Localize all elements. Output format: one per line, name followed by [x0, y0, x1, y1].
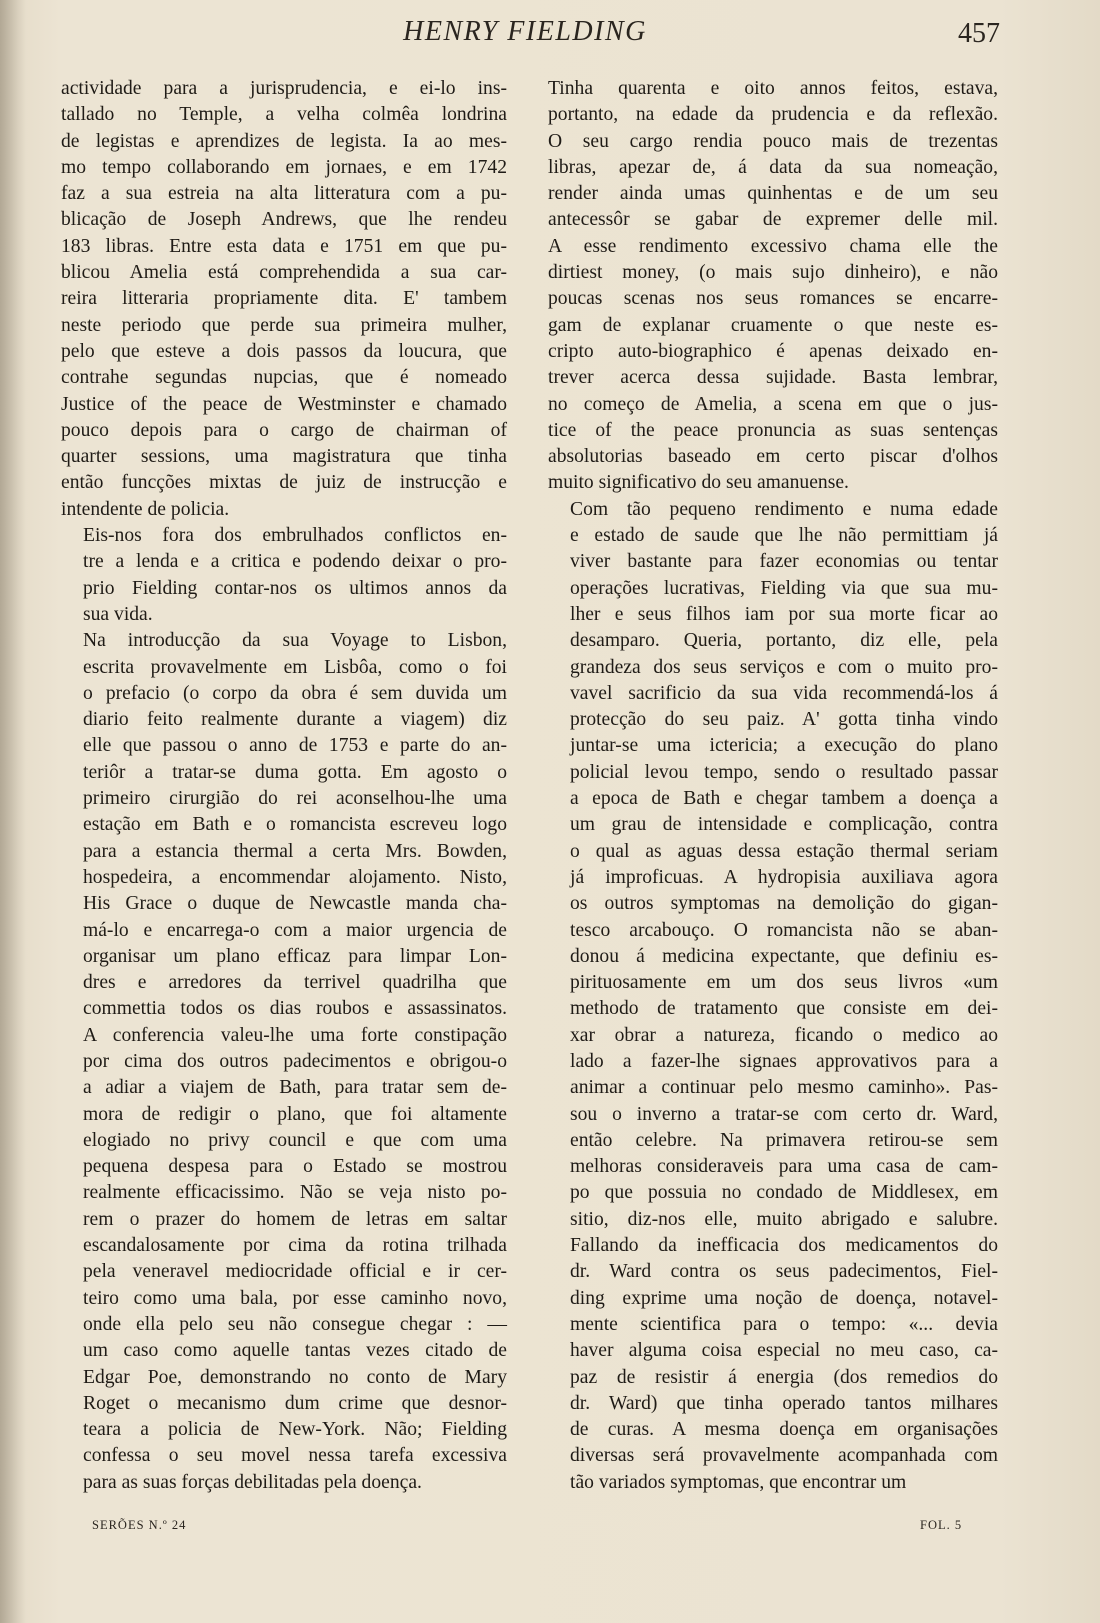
- text-line: teriôr a tratar-se duma gotta. Em agosto o: [83, 761, 507, 783]
- text-line: policial levou tempo, sendo o resultado passar: [570, 761, 998, 783]
- text-line: haver alguma coisa especial no meu caso, ca-: [570, 1340, 998, 1362]
- text-line: poucas scenas nos seus romances se encarre-: [548, 288, 998, 310]
- text-line: actividade para a jurisprudencia, e ei-lo ins-: [61, 78, 507, 99]
- text-line: paz de resistir á energia (dos remedios do: [570, 1366, 998, 1388]
- text-line: mo tempo collaborando em jornaes, e em 1742: [61, 156, 507, 178]
- text-line: tice of the peace pronuncia as suas sentenças: [548, 419, 998, 441]
- text-line: vavel sacrificio da sua vida recommendá-los á: [570, 682, 998, 704]
- text-line: primeiro cirurgião do rei aconselhou-lhe uma: [83, 788, 507, 810]
- text-line: quarter sessions, uma magistratura que tinha: [61, 446, 507, 468]
- text-line: elle que passou o anno de 1753 e parte do an-: [83, 735, 507, 757]
- text-line: tão variados symptomas, que encontrar um: [570, 1471, 907, 1493]
- text-line: no começo de Amelia, a scena em que o jus-: [548, 393, 998, 415]
- text-line: protecção do seu paiz. A' gotta tinha vindo: [570, 709, 998, 731]
- text-line: confessa o seu movel nessa tarefa excessiva: [83, 1445, 507, 1467]
- text-line: hospedeira, a encommendar alojamento. Nisto,: [83, 866, 507, 888]
- page-number: 457: [958, 18, 1000, 49]
- text-line: sua vida.: [83, 603, 153, 625]
- text-line: grandeza dos seus serviços e com o muito pro-: [570, 656, 998, 678]
- text-line: tesco arcabouço. O romancista não se aban-: [570, 919, 998, 941]
- text-line: onde ella pelo seu não consegue chegar : —: [83, 1313, 507, 1335]
- text-line: O seu cargo rendia pouco mais de trezentas: [548, 130, 998, 152]
- text-line: Justice of the peace de Westminster e chamado: [61, 393, 507, 415]
- text-line: rem o prazer do homem de letras em saltar: [83, 1208, 507, 1230]
- text-line: contrahe segundas nupcias, que é nomeado: [61, 367, 507, 389]
- text-line: intendente de policia.: [61, 498, 230, 520]
- text-line: Tinha quarenta e oito annos feitos, estava,: [548, 78, 998, 99]
- text-line: mora de redigir o plano, que foi altamente: [83, 1103, 507, 1125]
- text-line: Na introducção da sua Voyage to Lisbon,: [83, 630, 507, 652]
- text-line: pela veneravel mediocridade official e ir cer-: [83, 1261, 507, 1283]
- text-line: libras, apezar de, á data da sua nomeação,: [548, 156, 998, 178]
- text-line: o prefacio (o corpo da obra é sem duvida um: [83, 682, 507, 704]
- text-line: gam de explanar cruamente o que neste es-: [548, 314, 998, 336]
- text-line: mente scientifica para o tempo: «... devia: [570, 1313, 998, 1335]
- text-line: antecessôr se gabar de expremer delle mil.: [548, 209, 998, 231]
- folio-mark: FOL. 5: [920, 1518, 963, 1532]
- text-line: elogiado no privy council e que com uma: [83, 1129, 507, 1151]
- text-line: um caso como aquelle tantas vezes citado de: [83, 1340, 507, 1362]
- text-line: dres e arredores da terrivel quadrilha que: [83, 972, 507, 994]
- text-line: diario feito realmente durante a viagem) diz: [83, 709, 507, 731]
- text-line: dr. Ward contra os seus padecimentos, Fiel-: [570, 1261, 998, 1283]
- text-line: render ainda umas quinhentas e de um seu: [548, 183, 998, 205]
- text-line: methodo de tratamento que consiste em dei-: [570, 998, 998, 1020]
- right-paragraph-2: [548, 497, 998, 1496]
- text-line: por cima dos outros padecimentos e obrigou-o: [83, 1050, 507, 1072]
- text-line: animar a continuar pelo mesmo caminho». Pas-: [570, 1077, 998, 1099]
- text-line: Com tão pequeno rendimento e numa edade: [570, 498, 998, 520]
- text-line: po que possuia no condado de Middlesex, em: [570, 1182, 998, 1204]
- text-line: neste periodo que perde sua primeira mulher,: [61, 314, 507, 336]
- printer-signature: SERÕES N.º 24: [92, 1518, 187, 1532]
- text-line: ding exprime uma noção de doença, notavel-: [570, 1287, 998, 1309]
- text-line: então celebre. Na primavera retirou-se sem: [570, 1129, 998, 1151]
- right-column: [548, 76, 998, 1496]
- text-line: os outros symptomas na demolição do gigan-: [570, 893, 998, 915]
- text-line: lher e seus filhos iam por sua morte ficar ao: [570, 603, 998, 625]
- text-line: o qual as aguas dessa estação thermal seriam: [570, 840, 998, 862]
- text-line: pirituosamente em um dos seus livros «um: [570, 972, 998, 994]
- text-line: teara a policia de New-York. Não; Fielding: [83, 1419, 507, 1441]
- text-line: um grau de intensidade e complicação, contra: [570, 814, 998, 836]
- text-line: realmente efficacissimo. Não se veja nisto po-: [83, 1182, 507, 1204]
- text-line: de curas. A mesma doença em organisações: [570, 1419, 998, 1441]
- text-line: A esse rendimento excessivo chama elle the: [548, 235, 998, 257]
- text-line: a adiar a viajem de Bath, para tratar sem de-: [83, 1077, 507, 1099]
- text-line: diversas será provavelmente acompanhada com: [570, 1445, 998, 1467]
- text-line: commettia todos os dias roubos e assassinatos.: [83, 998, 507, 1020]
- text-line: já improficuas. A hydropisia auxiliava agora: [570, 866, 998, 888]
- running-head: HENRY FIELDING: [403, 16, 647, 47]
- text-line: reira litteraria propriamente dita. E' tambem: [61, 288, 507, 310]
- text-line: trever acerca dessa sujidade. Basta lembrar,: [548, 367, 998, 389]
- left-paragraph-2: [61, 523, 507, 628]
- text-line: tre a lenda e a critica e podendo deixar o pro-: [83, 551, 507, 573]
- text-line: A conferencia valeu-lhe uma forte constipação: [83, 1024, 507, 1046]
- right-paragraph-1: [548, 76, 998, 497]
- text-line: tallado no Temple, a velha colmêa londrina: [61, 104, 507, 126]
- left-paragraph-1: [61, 76, 507, 523]
- text-line: 183 libras. Entre esta data e 1751 em que pu-: [61, 235, 507, 257]
- text-line: a epoca de Bath e chegar tambem a doença a: [570, 788, 998, 810]
- text-line: xar obrar a natureza, ficando o medico ao: [570, 1024, 998, 1046]
- text-line: faz a sua estreia na alta litteratura com a pu-: [61, 183, 507, 205]
- text-line: cripto auto-biographico é apenas deixado en-: [548, 340, 998, 362]
- text-line: juntar-se uma ictericia; a execução do plano: [570, 735, 998, 757]
- text-line: blicação de Joseph Andrews, que lhe rendeu: [61, 209, 507, 231]
- text-line: operações lucrativas, Fielding via que sua mu-: [570, 577, 998, 599]
- text-line: para as suas forças debilitadas pela doença.: [83, 1471, 422, 1493]
- text-line: pelo que esteve a dois passos da loucura, que: [61, 340, 507, 362]
- text-line: viver bastante para fazer economias ou tentar: [570, 551, 998, 573]
- text-line: Fallando da inefficacia dos medicamentos do: [570, 1235, 998, 1257]
- text-line: dr. Ward) que tinha operado tantos milhares: [570, 1392, 998, 1414]
- text-line: Eis-nos fora dos embrulhados conflictos en-: [83, 525, 507, 547]
- page-header: [0, 14, 1100, 54]
- text-line: absolutorias baseado em certo piscar d'olhos: [548, 446, 998, 468]
- text-line: para a estancia thermal a certa Mrs. Bowden,: [83, 840, 507, 862]
- text-line: prio Fielding contar-nos os ultimos annos da: [83, 577, 507, 599]
- text-line: estação em Bath e o romancista escreveu logo: [83, 814, 507, 836]
- text-line: sitio, diz-nos elle, muito abrigado e salubre.: [570, 1208, 998, 1230]
- text-line: escandalosamente por cima da rotina trilhada: [83, 1235, 507, 1257]
- text-line: desamparo. Queria, portanto, diz elle, pela: [570, 630, 998, 652]
- left-paragraph-3: [61, 628, 507, 1496]
- text-line: His Grace o duque de Newcastle manda cha-: [83, 893, 507, 915]
- text-line: escrita provavelmente em Lisbôa, como o foi: [83, 656, 507, 678]
- text-line: melhoras consideraveis para uma casa de cam-: [570, 1156, 998, 1178]
- text-line: lado a fazer-lhe signaes approvativos para a: [570, 1050, 998, 1072]
- text-line: dirtiest money, (o mais sujo dinheiro), e não: [548, 262, 998, 284]
- text-line: má-lo e encarrega-o com a maior urgencia de: [83, 919, 507, 941]
- text-line: organisar um plano efficaz para limpar Lon-: [83, 945, 507, 967]
- text-line: teiro como uma bala, por esse caminho novo,: [83, 1287, 507, 1309]
- text-line: pouco depois para o cargo de chairman of: [61, 419, 507, 441]
- text-line: sou o inverno a tratar-se com certo dr. Ward,: [570, 1103, 998, 1125]
- text-line: portanto, na edade da prudencia e da reflexão.: [548, 104, 998, 126]
- text-line: pequena despesa para o Estado se mostrou: [83, 1156, 507, 1178]
- text-line: blicou Amelia está comprehendida a sua car-: [61, 262, 507, 284]
- text-line: muito significativo do seu amanuense.: [548, 472, 849, 494]
- page-footer: [0, 1518, 1100, 1542]
- gutter-shadow: [0, 0, 26, 1623]
- text-line: Edgar Poe, demonstrando no conto de Mary: [83, 1366, 507, 1388]
- text-line: de legistas e aprendizes de legista. Ia ao mes-: [61, 130, 507, 152]
- text-line: então funcções mixtas de juiz de instrucção e: [61, 472, 507, 494]
- text-line: Roget o mecanismo dum crime que desnor-: [83, 1392, 507, 1414]
- left-column: [61, 76, 507, 1496]
- text-line: e estado de saude que lhe não permittiam já: [570, 525, 998, 547]
- text-line: donou á medicina expectante, que definiu es-: [570, 945, 998, 967]
